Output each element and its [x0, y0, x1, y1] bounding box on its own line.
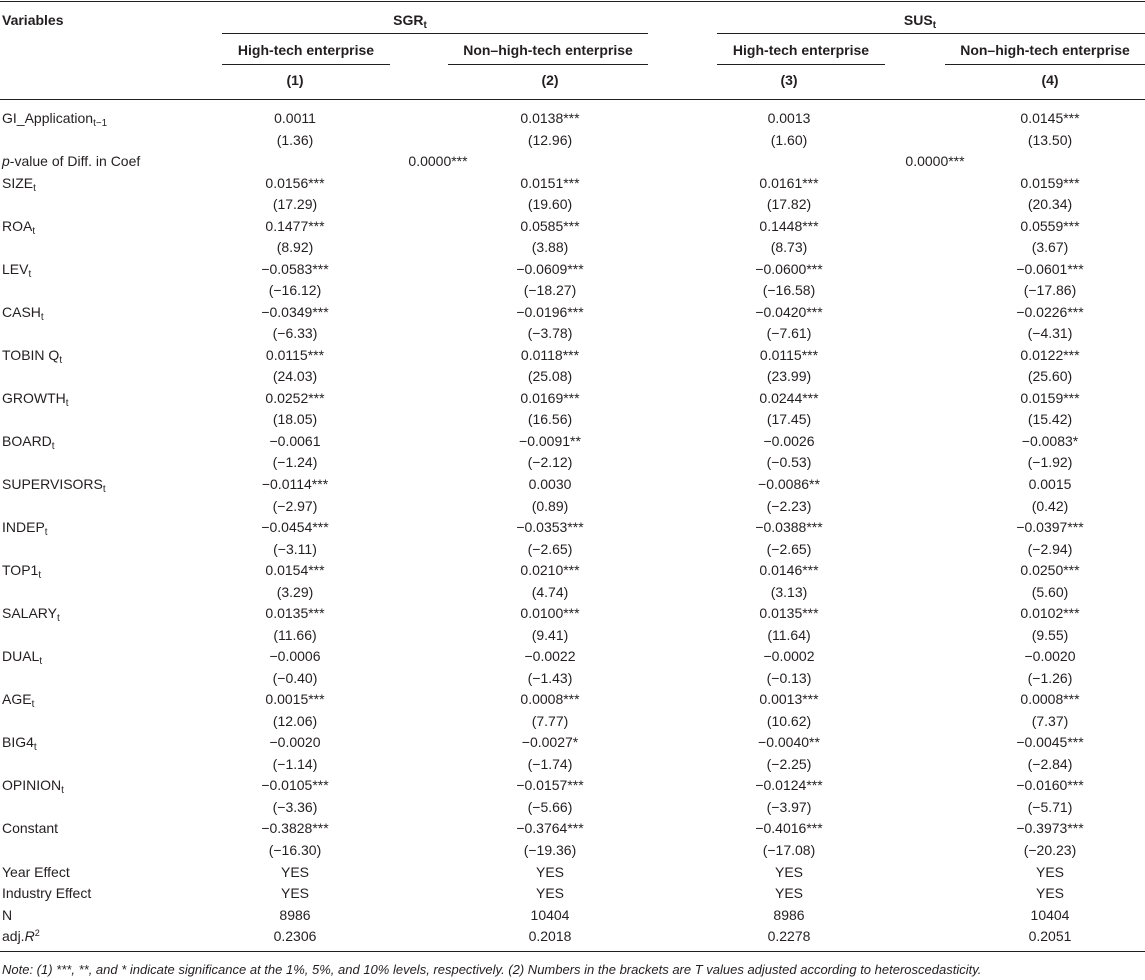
table-cell: (−2.94): [1027, 540, 1073, 557]
table-cell: (16.56): [527, 411, 573, 428]
table-cell: (23.99): [766, 368, 812, 385]
row-label-subscript: t: [31, 699, 35, 711]
table-cell: −0.0454***: [261, 519, 329, 536]
table-cell: 0.0169***: [520, 389, 580, 406]
table-cell: (−1.14): [272, 755, 318, 772]
table-cell: 0.0115***: [759, 346, 819, 363]
table-cell: −0.0349***: [261, 303, 329, 320]
table-cell: YES: [774, 885, 803, 902]
row-label: [2, 474, 106, 496]
table-cell: (−5.71): [1027, 798, 1073, 815]
table-cell: 0.0159***: [1020, 389, 1080, 406]
table-cell: (9.41): [531, 626, 569, 643]
table-row: [0, 689, 1145, 711]
table-cell: (17.45): [766, 411, 812, 428]
col-number-4: (4): [1041, 72, 1059, 88]
table-cell: YES: [774, 863, 803, 880]
table-cell: −0.0040**: [758, 734, 820, 751]
subhead-3: High-tech enterprise: [732, 42, 870, 58]
table-row: [0, 818, 1145, 840]
table-cell: 8986: [279, 906, 311, 923]
table-cell: 0.0210***: [520, 562, 580, 579]
table-cell: 0.2306: [273, 928, 317, 945]
table-cell: −0.0061: [269, 432, 321, 449]
diff-pvalue-cell: 0.0000***: [408, 153, 468, 170]
table-row: [0, 603, 1145, 625]
row-label-text: DUAL: [2, 648, 40, 665]
table-cell: 0.0013: [767, 110, 811, 126]
row-label-text: TOBIN Q: [2, 346, 60, 363]
table-cell: (5.60): [1031, 583, 1069, 600]
table-cell: (12.96): [527, 131, 573, 148]
row-label: [2, 646, 42, 668]
table-cell: (−2.65): [766, 540, 812, 557]
table-cell: 0.0011: [274, 110, 316, 126]
table-cell: (−4.31): [1027, 325, 1073, 342]
subhead-rule-4: [945, 64, 1145, 65]
group-rule-sus: [717, 33, 1145, 34]
group-header-sgr-base: SGR: [393, 12, 424, 28]
table-row: [0, 237, 1145, 259]
row-label: [2, 259, 31, 281]
table-row: [0, 732, 1145, 754]
table-cell: 0.0151***: [520, 174, 580, 191]
row-label: [2, 926, 40, 948]
table-cell: −0.3973***: [1016, 820, 1084, 837]
col-number-1: (1): [286, 72, 304, 88]
table-row: [0, 173, 1145, 195]
group-header-sus: [850, 10, 990, 30]
table-row: [0, 560, 1145, 582]
row-label-subscript: t: [38, 570, 42, 582]
row-label: [2, 775, 64, 797]
table-row: [0, 388, 1145, 410]
table-cell: (8.92): [276, 239, 314, 256]
row-label-italic: R: [24, 928, 35, 945]
table-cell: (−16.58): [762, 282, 816, 299]
row-label-superscript: 2: [34, 928, 40, 939]
table-cell: −0.0091**: [519, 432, 581, 449]
row-label-text: SALARY: [2, 605, 57, 622]
table-row: [0, 302, 1145, 324]
row-label: [2, 151, 140, 173]
table-cell: −0.0020: [269, 734, 321, 751]
row-label-subscript: t: [51, 440, 55, 452]
table-cell: (12.06): [272, 712, 318, 729]
table-cell: 0.0013***: [759, 691, 819, 708]
table-cell: (−2.12): [527, 454, 573, 471]
subhead-rule-3: [717, 64, 885, 65]
table-cell: −0.0397***: [1016, 519, 1084, 536]
table-row: [0, 345, 1145, 367]
row-label-text: SUPERVISORS: [2, 476, 103, 492]
table-row: [0, 517, 1145, 539]
table-row: [0, 409, 1145, 431]
table-row: [0, 754, 1145, 776]
row-label: [2, 345, 62, 367]
table-cell: (24.03): [272, 368, 318, 385]
row-label-text: AGE: [2, 691, 32, 708]
row-label: [2, 431, 55, 453]
table-note: Note: (1) ***, **, and * indicate significance at the 1%, 5%, and 10% levels, respectively. (2) Numbers in the brackets are T values adjusted according to heteroscedasticity.: [2, 962, 982, 977]
table-cell: −0.0609***: [516, 260, 584, 277]
table-cell: YES: [1035, 863, 1064, 880]
row-label-text: Industry Effect: [2, 885, 92, 902]
table-cell: (3.88): [531, 239, 569, 256]
table-cell: 0.0146***: [759, 562, 819, 579]
table-cell: (−20.23): [1023, 842, 1077, 859]
table-cell: (−3.11): [273, 540, 317, 557]
table-cell: (18.05): [272, 411, 318, 428]
table-cell: −0.0086**: [758, 476, 820, 492]
row-label-subscript: t: [40, 311, 44, 323]
row-label-text: LEV: [2, 260, 29, 277]
row-label: [2, 818, 58, 840]
subhead-rule-1: [222, 64, 390, 65]
table-cell: 0.0252***: [265, 389, 325, 406]
row-label-text: BOARD: [2, 432, 52, 449]
table-row: [0, 711, 1145, 733]
table-cell: (8.73): [770, 239, 808, 256]
table-cell: −0.0583***: [261, 260, 329, 277]
table-cell: 0.0156***: [265, 174, 325, 191]
table-row: [0, 366, 1145, 388]
table-cell: 0.0159***: [1020, 174, 1080, 191]
table-cell: (−2.84): [1027, 755, 1073, 772]
table-cell: −0.0002: [763, 648, 815, 665]
table-cell: −0.0420***: [755, 303, 823, 320]
group-header-sus-base: SUS: [903, 12, 933, 28]
variables-header: Variables: [2, 12, 64, 28]
table-row: [0, 259, 1145, 281]
row-label: [2, 173, 36, 195]
group-header-sus-sub: t: [932, 20, 937, 31]
row-label-text: OPINION: [2, 777, 62, 794]
row-label-text: Year Effect: [2, 863, 70, 880]
table-cell: (−17.08): [762, 842, 816, 859]
subhead-1: High-tech enterprise: [237, 42, 375, 58]
table-cell: 0.0030: [528, 476, 572, 492]
bottom-rule: [0, 951, 1145, 952]
table-row: [0, 280, 1145, 302]
row-label-italic: p: [2, 153, 10, 170]
table-cell: (11.64): [767, 626, 811, 643]
table-row: [0, 452, 1145, 474]
table-cell: 0.1448***: [759, 217, 819, 234]
table-cell: (−3.78): [527, 325, 573, 342]
table-cell: (11.66): [273, 626, 317, 643]
row-label-subscript: t: [32, 225, 36, 237]
row-label-text: SIZE: [2, 174, 34, 191]
col-number-3: (3): [780, 72, 798, 88]
row-label-text: GI_Application: [2, 110, 94, 126]
table-cell: 0.0559***: [1020, 217, 1080, 234]
table-cell: −0.0226***: [1016, 303, 1084, 320]
row-label: [2, 732, 37, 754]
row-label-text: BIG4: [2, 734, 34, 751]
table-cell: (13.50): [1027, 131, 1073, 148]
diff-pvalue-cell: 0.0000***: [905, 153, 965, 170]
row-label-subscript: t: [39, 656, 43, 668]
table-cell: 0.0138***: [520, 110, 580, 126]
table-row: [0, 431, 1145, 453]
table-cell: −0.0353***: [516, 519, 584, 536]
table-cell: (−0.13): [766, 669, 812, 686]
table-row: [0, 539, 1145, 561]
row-label-subscript: t: [44, 527, 48, 539]
table-row: [0, 797, 1145, 819]
table-row: [0, 194, 1145, 216]
table-cell: (9.55): [1031, 626, 1069, 643]
table-cell: (10.62): [766, 712, 812, 729]
table-cell: 0.0135***: [265, 605, 325, 622]
table-cell: (0.42): [1031, 497, 1069, 514]
row-label: [2, 388, 69, 410]
row-label-subscript: t: [28, 268, 32, 280]
row-label: [2, 517, 48, 539]
table-cell: (−17.86): [1023, 282, 1077, 299]
table-cell: 10404: [530, 906, 570, 923]
table-cell: 0.0015***: [265, 691, 325, 708]
row-label: [2, 883, 91, 905]
table-cell: (−5.66): [527, 798, 573, 815]
table-row: [0, 840, 1145, 862]
row-label: [2, 689, 34, 711]
table-cell: (−16.30): [268, 842, 322, 859]
row-label: [2, 560, 41, 582]
table-cell: (3.29): [276, 583, 314, 600]
table-cell: (−3.97): [766, 798, 812, 815]
table-cell: −0.0388***: [755, 519, 823, 536]
table-row: [0, 108, 1145, 130]
table-cell: (−0.40): [272, 669, 318, 686]
table-cell: 0.2278: [767, 928, 811, 945]
table-cell: YES: [1035, 885, 1064, 902]
table-cell: (25.08): [527, 368, 573, 385]
table-cell: −0.0006: [269, 648, 321, 665]
table-cell: −0.0020: [1024, 648, 1076, 665]
table-cell: (19.60): [527, 196, 573, 213]
table-cell: (−3.36): [272, 798, 318, 815]
table-cell: (−2.97): [272, 497, 318, 514]
row-label-text: ROA: [2, 217, 33, 234]
table-cell: (20.34): [1027, 196, 1073, 213]
table-cell: −0.0124***: [755, 777, 823, 794]
table-cell: (−2.65): [527, 540, 573, 557]
row-label-subscript: t: [33, 742, 37, 754]
table-row: [0, 130, 1145, 152]
table-row: [0, 905, 1145, 927]
group-header-sgr: [340, 10, 480, 30]
subhead-4: Non–high-tech enterprise: [960, 42, 1130, 58]
table-cell: −0.0196***: [516, 303, 584, 320]
table-cell: (4.74): [531, 583, 569, 600]
table-cell: 0.0135***: [759, 605, 819, 622]
table-cell: (15.42): [1027, 411, 1073, 428]
table-cell: 8986: [773, 906, 805, 923]
row-label-text: TOP1: [2, 562, 39, 579]
table-cell: (−6.33): [272, 325, 318, 342]
row-label-text: GROWTH: [2, 389, 66, 406]
table-cell: −0.0600***: [755, 260, 823, 277]
table-cell: 0.0015: [1028, 476, 1072, 492]
table-cell: 0.0250***: [1020, 562, 1080, 579]
table-cell: −0.0026: [763, 432, 815, 449]
group-header-sgr-sub: t: [423, 20, 427, 31]
table-cell: (−7.61): [766, 325, 812, 342]
subhead-rule-2: [448, 64, 648, 65]
row-label: [2, 862, 70, 884]
row-label-subscript: t: [65, 397, 69, 409]
header-bottom-rule: [0, 99, 1145, 100]
table-cell: (7.37): [1031, 712, 1069, 729]
table-cell: (1.60): [770, 131, 808, 148]
table-cell: 0.2051: [1028, 928, 1072, 945]
table-cell: −0.0601***: [1016, 260, 1084, 277]
table-cell: 0.0115***: [265, 346, 325, 363]
table-cell: (−0.53): [766, 454, 812, 471]
table-row: [0, 216, 1145, 238]
table-cell: (−1.43): [527, 669, 573, 686]
table-row: [0, 474, 1145, 496]
table-cell: (−18.27): [523, 282, 577, 299]
row-label: [2, 603, 60, 625]
table-cell: (−2.23): [766, 497, 812, 514]
table-cell: −0.0027*: [521, 734, 579, 751]
row-label-subscript: t: [59, 354, 63, 366]
table-cell: 0.0008***: [1020, 691, 1080, 708]
table-row: [0, 775, 1145, 797]
table-cell: −0.4016***: [755, 820, 823, 837]
table-row: [0, 323, 1145, 345]
table-cell: (1.36): [276, 131, 314, 148]
table-cell: (−1.26): [1027, 669, 1073, 686]
row-label: [2, 216, 35, 238]
table-cell: (−1.74): [527, 755, 573, 772]
table-cell: −0.0157***: [516, 777, 584, 794]
table-cell: 0.0145***: [1020, 110, 1080, 126]
table-cell: (−2.25): [766, 755, 812, 772]
row-label-subscript: t−1: [93, 118, 108, 129]
table-cell: (17.82): [766, 196, 812, 213]
table-row: [0, 883, 1145, 905]
row-label-text: INDEP: [2, 519, 45, 536]
row-label-subscript: t: [61, 785, 64, 797]
table-cell: 0.0161***: [759, 174, 819, 191]
subhead-2: Non–high-tech enterprise: [463, 42, 633, 58]
table-cell: (−1.92): [1027, 454, 1073, 471]
table-cell: −0.3828***: [261, 820, 329, 837]
row-label: [2, 108, 107, 130]
table-cell: YES: [535, 863, 564, 880]
row-label: [2, 302, 44, 324]
table-cell: (−16.12): [268, 282, 322, 299]
table-cell: (3.13): [770, 583, 808, 600]
table-cell: −0.0045***: [1016, 734, 1084, 751]
row-label-text: -value of Diff. in Coef: [9, 153, 141, 170]
table-cell: (7.77): [531, 712, 569, 729]
top-rule: [0, 1, 1145, 2]
table-cell: (−1.24): [272, 454, 318, 471]
table-row: [0, 151, 1145, 173]
table-cell: (17.29): [272, 196, 318, 213]
table-cell: −0.3764***: [516, 820, 584, 837]
table-cell: 0.0102***: [1020, 605, 1080, 622]
table-row: [0, 862, 1145, 884]
table-cell: 0.0122***: [1020, 346, 1080, 363]
row-label-text: adj.: [2, 928, 25, 945]
table-cell: −0.0083*: [1021, 432, 1079, 449]
row-label-subscript: t: [33, 182, 36, 194]
table-cell: 0.0244***: [759, 389, 819, 406]
row-label-text: N: [2, 906, 13, 923]
table-cell: (0.89): [531, 497, 569, 514]
table-cell: 0.0585***: [520, 217, 580, 234]
table-row: [0, 496, 1145, 518]
table-cell: 0.0008***: [520, 691, 580, 708]
table-cell: −0.0022: [524, 648, 576, 665]
table-cell: 10404: [1030, 906, 1070, 923]
table-cell: 0.0118***: [520, 346, 580, 363]
row-label-subscript: t: [57, 613, 60, 625]
table-cell: YES: [280, 885, 309, 902]
table-cell: −0.0105***: [261, 777, 329, 794]
table-cell: YES: [535, 885, 564, 902]
table-cell: −0.0114***: [261, 476, 329, 492]
row-label-text: CASH: [2, 303, 41, 320]
table-cell: (25.60): [1027, 368, 1073, 385]
row-label-subscript: t: [102, 484, 106, 495]
table-row: [0, 582, 1145, 604]
table-cell: 0.2018: [528, 928, 572, 945]
table-cell: 0.0154***: [265, 562, 325, 579]
row-label-text: Constant: [2, 820, 59, 837]
table-cell: 0.0100***: [520, 605, 580, 622]
row-label: [2, 905, 12, 927]
table-cell: YES: [280, 863, 309, 880]
col-number-2: (2): [541, 72, 559, 88]
table-cell: 0.1477***: [265, 217, 325, 234]
table-row: [0, 668, 1145, 690]
group-rule-sgr: [222, 33, 648, 34]
table-cell: −0.0160***: [1016, 777, 1084, 794]
table-cell: (3.67): [1031, 239, 1069, 256]
table-row: [0, 926, 1145, 948]
table-row: [0, 646, 1145, 668]
table-row: [0, 625, 1145, 647]
table-cell: (−19.36): [523, 842, 577, 859]
